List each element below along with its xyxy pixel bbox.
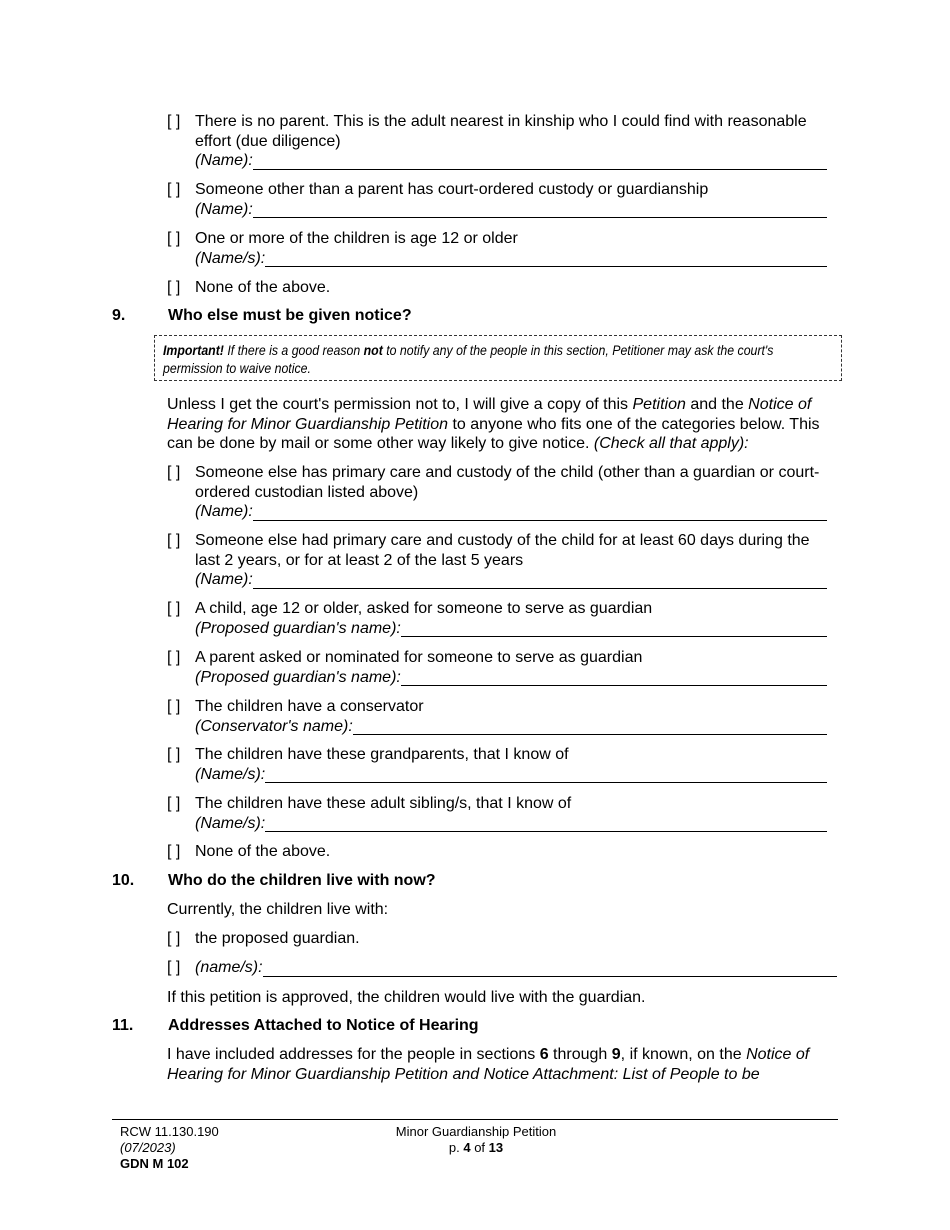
page-total: 13 [488, 1140, 504, 1155]
footer-center [356, 1124, 596, 1156]
item-text: None of the above. [195, 843, 331, 860]
checkbox-item-parent-nominated [167, 648, 827, 687]
checkbox-item-age-12 [167, 229, 827, 268]
field-label: (Name): [195, 200, 253, 218]
section-number: 10. [112, 872, 135, 889]
item-text: The children have these grandparents, that I know of [195, 746, 569, 763]
section-ref: 6 [539, 1046, 549, 1063]
item-text: A child, age 12 or older, asked for someone to serve as guardian [195, 600, 653, 617]
field-label: (name/s): [195, 959, 263, 976]
checkbox[interactable]: [ ] [167, 746, 181, 763]
checkbox[interactable]: [ ] [167, 843, 181, 860]
checkbox[interactable]: [ ] [167, 959, 181, 976]
section-9-heading [112, 306, 412, 326]
footer-divider [112, 1119, 838, 1120]
field-label: (Name): [195, 503, 253, 520]
petition-title: Petition [632, 396, 686, 413]
item-text: Someone other than a parent has court-ordered custody or guardianship [195, 181, 709, 198]
item-text: There is no parent. This is the adult nearest in kinship who I could find with reasonable effort (due diligence) [195, 113, 807, 150]
field-label: (Name/s): [195, 765, 266, 783]
section-10-outro: If this petition is approved, the children would live with the guardian. [167, 989, 646, 1006]
checkbox-item-proposed-guardian [167, 929, 827, 949]
checkbox[interactable]: [ ] [167, 930, 181, 947]
checkbox[interactable]: [ ] [167, 795, 181, 812]
name-input-line[interactable] [253, 153, 827, 170]
notice-title: Notice of Hearing for Minor Guardianship Petition [167, 396, 812, 433]
section-number: 11. [112, 1017, 134, 1034]
name-input-line[interactable] [253, 572, 827, 589]
checkbox[interactable]: [ ] [167, 464, 181, 481]
item-text: The children have a conservator [195, 698, 424, 715]
footer-left [120, 1124, 219, 1172]
checkbox[interactable]: [ ] [167, 230, 181, 247]
intro-text: and the [690, 396, 744, 413]
field-label: (Name): [195, 152, 253, 169]
name-input-line[interactable] [401, 620, 827, 637]
item-text: A parent asked or nominated for someone to serve as guardian [195, 649, 643, 666]
section-10-heading [112, 871, 436, 891]
name-input-line[interactable] [265, 815, 827, 832]
field-label: (Proposed guardian's name): [195, 619, 401, 637]
checkbox-item-had-care [167, 531, 827, 590]
checkbox-item-none-9 [167, 842, 827, 862]
page-indicator: p. 4 of 13 [448, 1140, 504, 1155]
section-title: Who else must be given notice? [168, 307, 412, 324]
field-label: (Conservator's name): [195, 717, 353, 735]
section-11-heading [112, 1016, 479, 1036]
section-number: 9. [112, 307, 126, 324]
field-label: (Proposed guardian's name): [195, 668, 401, 686]
intro-text: Unless I get the court's permission not to, I will give a copy of this [167, 396, 629, 413]
important-text: to notify any of the people in this section, Petitioner may ask the court's permission to waive notice. [163, 342, 774, 376]
item-text: Someone else has primary care and custody of the child (other than a guardian or court-ordered custodian listed above) [195, 464, 820, 501]
checkbox-item-other-names [167, 958, 837, 978]
check-instruction: (Check all that apply): [593, 435, 749, 452]
checkbox-item-primary-care [167, 463, 827, 522]
name-input-line[interactable] [253, 201, 827, 218]
checkbox-item-conservator [167, 697, 827, 736]
checkbox[interactable]: [ ] [167, 698, 181, 715]
item-text: the proposed guardian. [195, 930, 360, 947]
field-label: (Name/s): [195, 814, 266, 832]
important-emphasis: not [363, 342, 383, 358]
name-input-line[interactable] [353, 718, 827, 735]
page-number: 4 [463, 1140, 471, 1155]
item-text: None of the above. [195, 279, 331, 296]
section-9-intro [167, 395, 837, 454]
name-input-line[interactable] [265, 766, 827, 783]
form-date: (07/2023) [120, 1140, 176, 1155]
field-label: (Name/s): [195, 249, 266, 267]
important-note-box [154, 335, 842, 381]
checkbox[interactable]: [ ] [167, 532, 181, 549]
item-text: One or more of the children is age 12 or older [195, 230, 518, 247]
important-label: Important! [163, 342, 224, 358]
section-11-text [167, 1045, 827, 1084]
field-label: (Name): [195, 571, 253, 588]
intro-text: to anyone who fits one of the categories below. This can be done by mail or some other way likely to give notice. [167, 415, 820, 452]
item-text: The children have these adult sibling/s, that I know of [195, 795, 572, 812]
name-input-line[interactable] [265, 250, 827, 267]
checkbox[interactable]: [ ] [167, 279, 181, 296]
name-input-line[interactable] [263, 960, 837, 977]
item-text: Someone else had primary care and custody of the child for at least 60 days during the last 2 years, or for at least 2 of the last 5 years [195, 532, 810, 569]
document-title: Notice of Hearing for Minor Guardianship Petition and Notice Attachment: List of People to be [167, 1046, 810, 1083]
form-id: GDN M 102 [120, 1156, 189, 1171]
important-text: If there is a good reason [227, 342, 361, 358]
section-title: Addresses Attached to Notice of Hearing [168, 1017, 479, 1034]
section-10-intro: Currently, the children live with: [167, 901, 389, 918]
checkbox-item-no-parent [167, 112, 827, 171]
body-text: through [553, 1046, 608, 1063]
name-input-line[interactable] [253, 504, 827, 521]
checkbox-item-siblings [167, 794, 827, 833]
section-ref: 9 [611, 1046, 621, 1063]
body-text: I have included addresses for the people in sections [167, 1046, 536, 1063]
checkbox-item-grandparents [167, 745, 827, 784]
checkbox[interactable]: [ ] [167, 600, 181, 617]
checkbox-item-custody [167, 180, 827, 219]
document-name: Minor Guardianship Petition [395, 1124, 557, 1139]
name-input-line[interactable] [401, 669, 827, 686]
checkbox-item-none [167, 278, 827, 298]
rcw-reference: RCW 11.130.190 [120, 1124, 219, 1139]
checkbox[interactable]: [ ] [167, 113, 181, 130]
checkbox-item-child-asked [167, 599, 827, 638]
section-title: Who do the children live with now? [168, 872, 436, 889]
body-text: , if known, on the [620, 1046, 742, 1063]
checkbox[interactable]: [ ] [167, 649, 181, 666]
checkbox[interactable]: [ ] [167, 181, 181, 198]
